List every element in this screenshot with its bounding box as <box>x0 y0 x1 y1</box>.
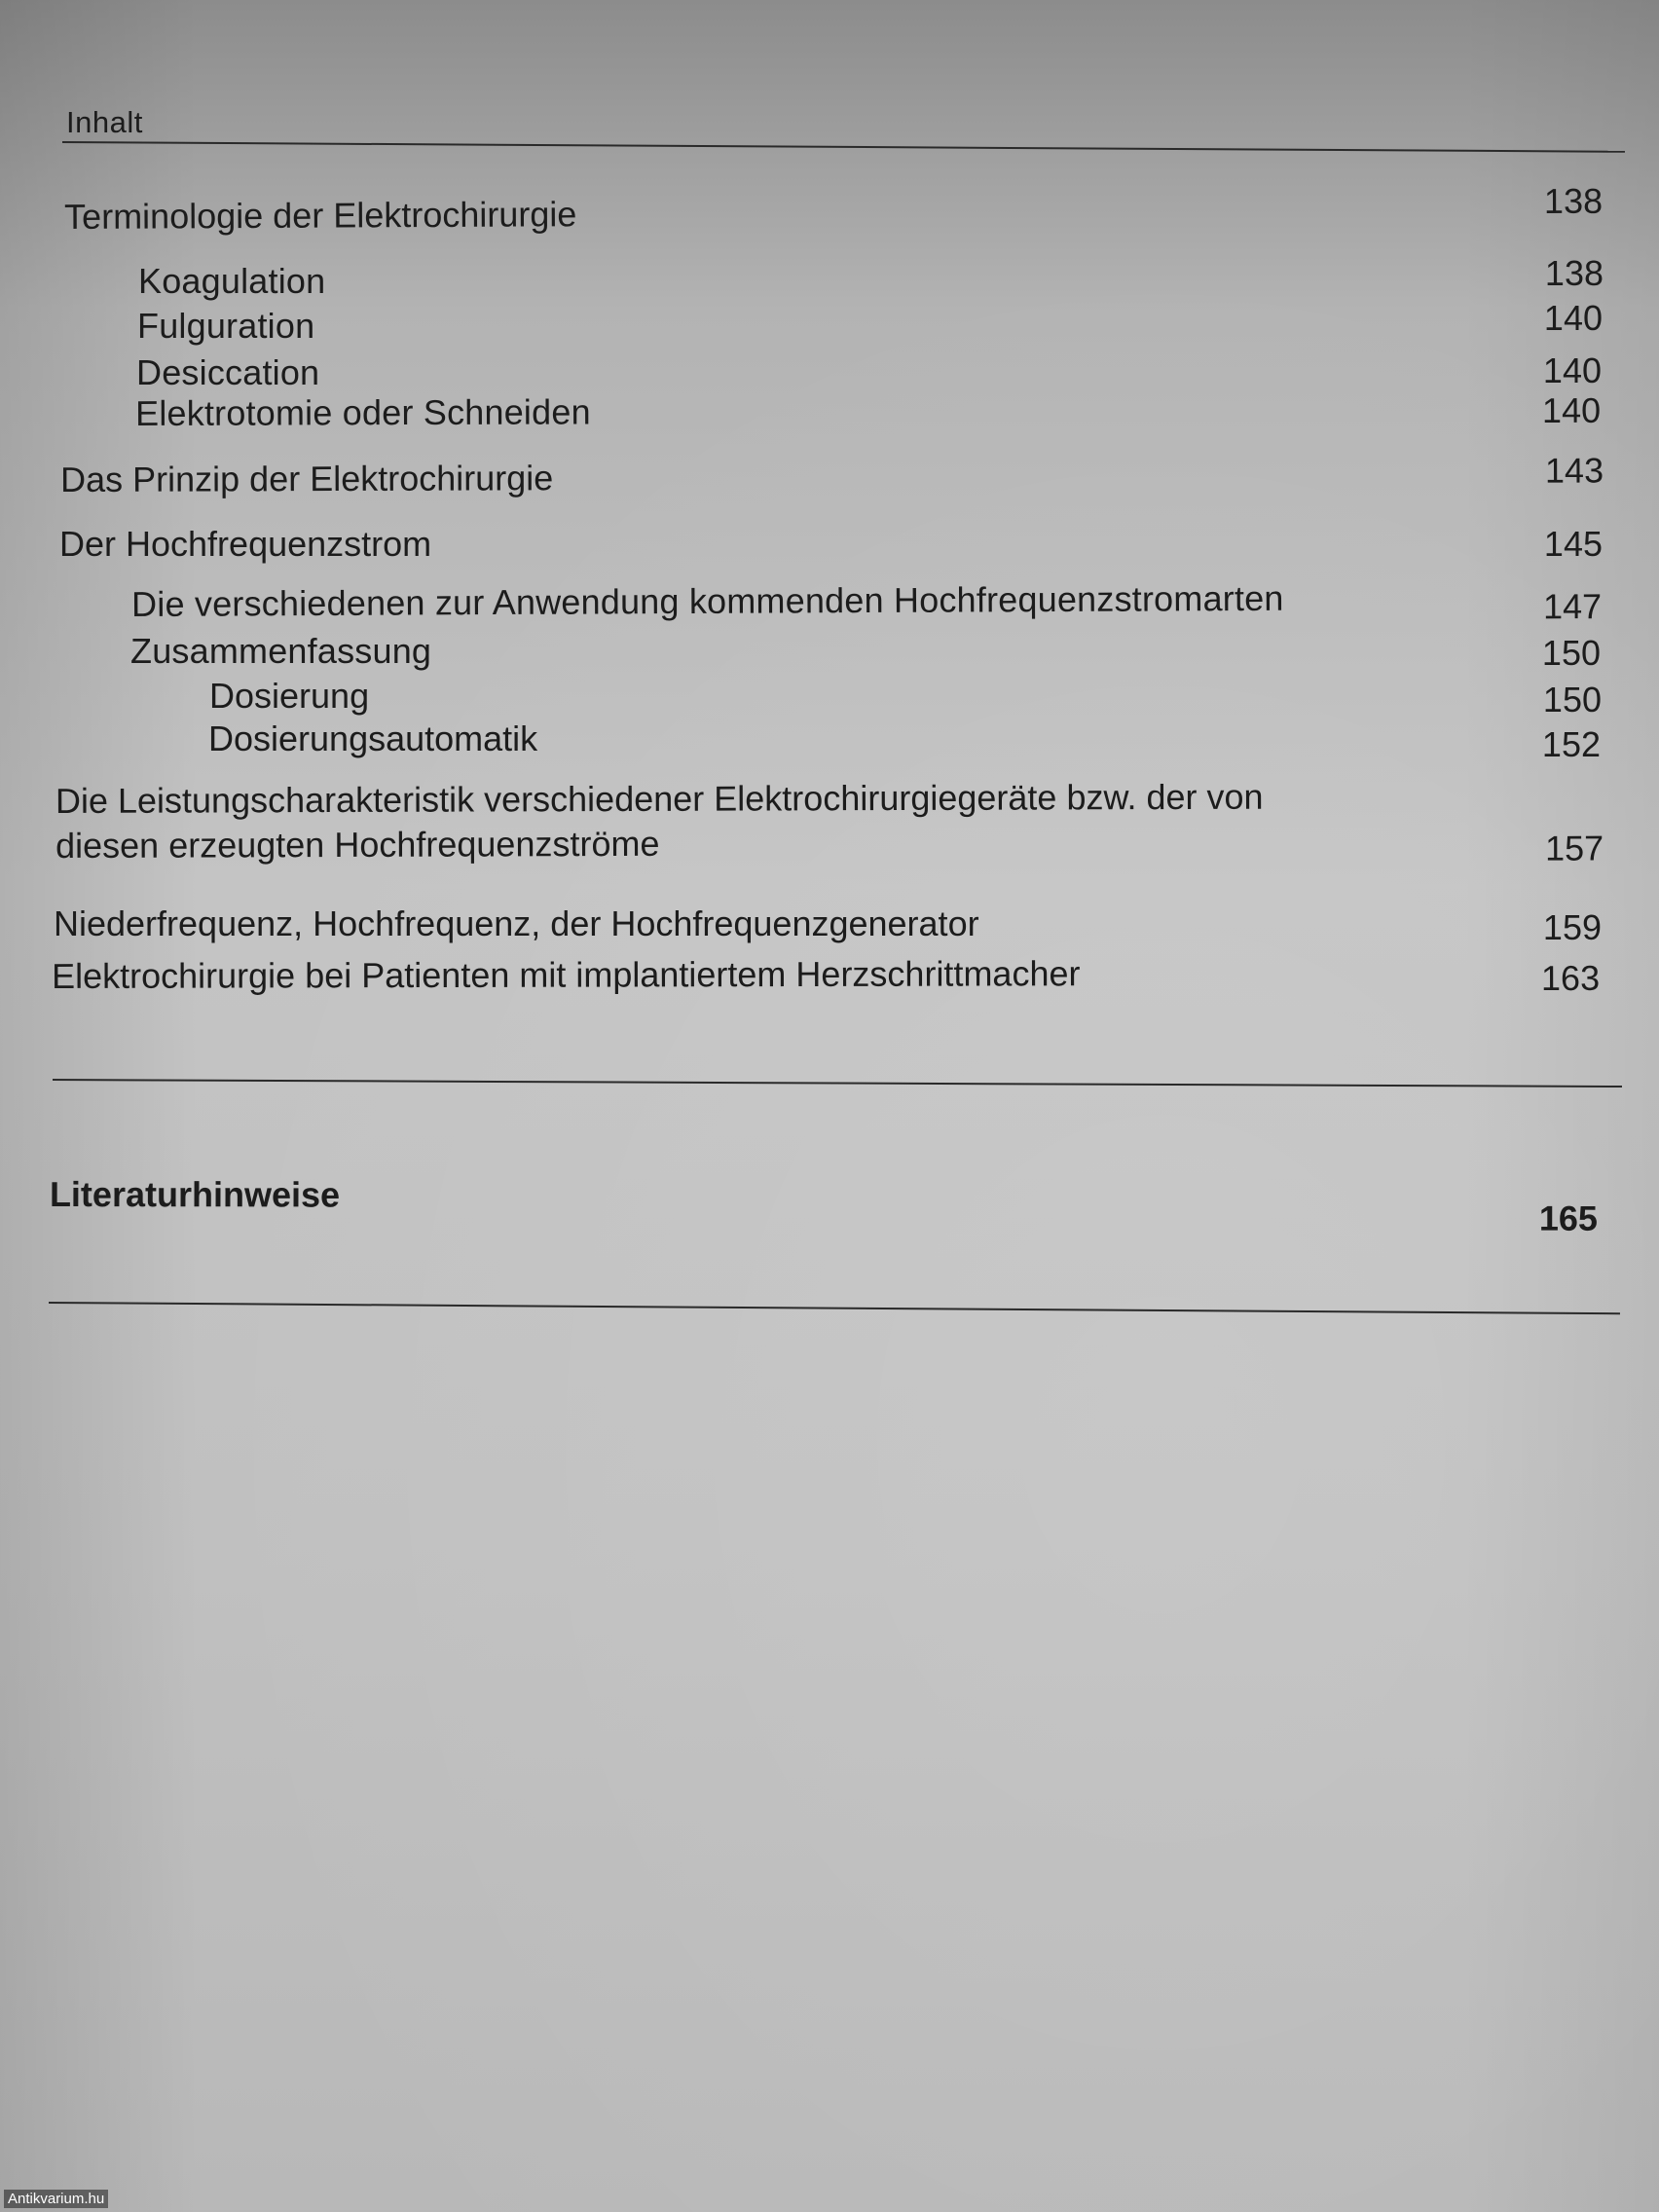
toc-entry-page: 140 <box>1543 298 1603 338</box>
toc-entry-title: Niederfrequenz, Hochfrequenz, der Hochfrequenzgenerator <box>54 903 979 943</box>
section-rule <box>53 1079 1622 1088</box>
toc-entry-page: 140 <box>1542 350 1602 390</box>
toc-entry-page: 145 <box>1543 524 1603 564</box>
toc-entry <box>135 387 1620 433</box>
toc-entry-title: Fulguration <box>137 306 315 346</box>
toc-entry-page: 138 <box>1544 253 1604 293</box>
toc-entry-page: 147 <box>1542 586 1603 627</box>
toc-entry <box>60 450 1623 499</box>
toc-entry <box>55 773 1623 868</box>
watermark-logo: Antikvarium.hu <box>4 2190 108 2208</box>
toc-entry-page: 157 <box>1544 828 1604 868</box>
literature-title: Literaturhinweise <box>49 1174 341 1215</box>
toc-entry-title: Desiccation <box>136 352 320 392</box>
toc-entry-title: Terminologie der Elektrochirurgie <box>64 194 577 237</box>
toc-entry-title-line2: diesen erzeugten Hochfrequenzströme <box>55 823 660 866</box>
toc-entry-title: Koagulation <box>138 261 326 301</box>
toc-entry-page: 163 <box>1540 957 1601 998</box>
toc-entry-page: 150 <box>1542 680 1602 719</box>
toc-entry-title: Elektrochirurgie bei Patienten mit implantiertem Herzschrittmacher <box>52 953 1081 996</box>
toc-entry-title: Die verschiedenen zur Anwendung kommenden Hochfrequenzstromarten <box>131 577 1284 624</box>
toc-entry-title: Dosierung <box>209 676 370 716</box>
toc-entry-page: 150 <box>1541 633 1601 673</box>
running-head: Inhalt <box>66 105 143 139</box>
toc-entry-page: 140 <box>1541 389 1602 430</box>
toc-entry-page: 159 <box>1542 907 1602 947</box>
toc-entry <box>52 950 1619 998</box>
toc-entry-title: Der Hochfrequenzstrom <box>59 524 432 564</box>
toc-entry-page: 143 <box>1544 450 1604 491</box>
toc-entry-title: Elektrotomie oder Schneiden <box>135 391 591 433</box>
literature-page: 165 <box>1538 1198 1598 1238</box>
toc-entry-page: 138 <box>1543 180 1604 222</box>
toc-entry-page: 152 <box>1541 724 1601 764</box>
toc-entry-title-line1: Die Leistungscharakteristik verschiedener Elektrochirurgiegeräte bzw. der von <box>55 776 1264 821</box>
toc-entry <box>131 574 1621 627</box>
toc-entry-literature <box>49 1172 1619 1238</box>
header-rule <box>62 141 1625 153</box>
toc-entry <box>64 180 1622 237</box>
toc-entry-title: Zusammenfassung <box>130 631 432 671</box>
toc-entry-title: Das Prinzip der Elektrochirurgie <box>60 458 554 499</box>
section-rule <box>49 1302 1620 1314</box>
toc-entry-title: Dosierungsautomatik <box>208 719 538 758</box>
